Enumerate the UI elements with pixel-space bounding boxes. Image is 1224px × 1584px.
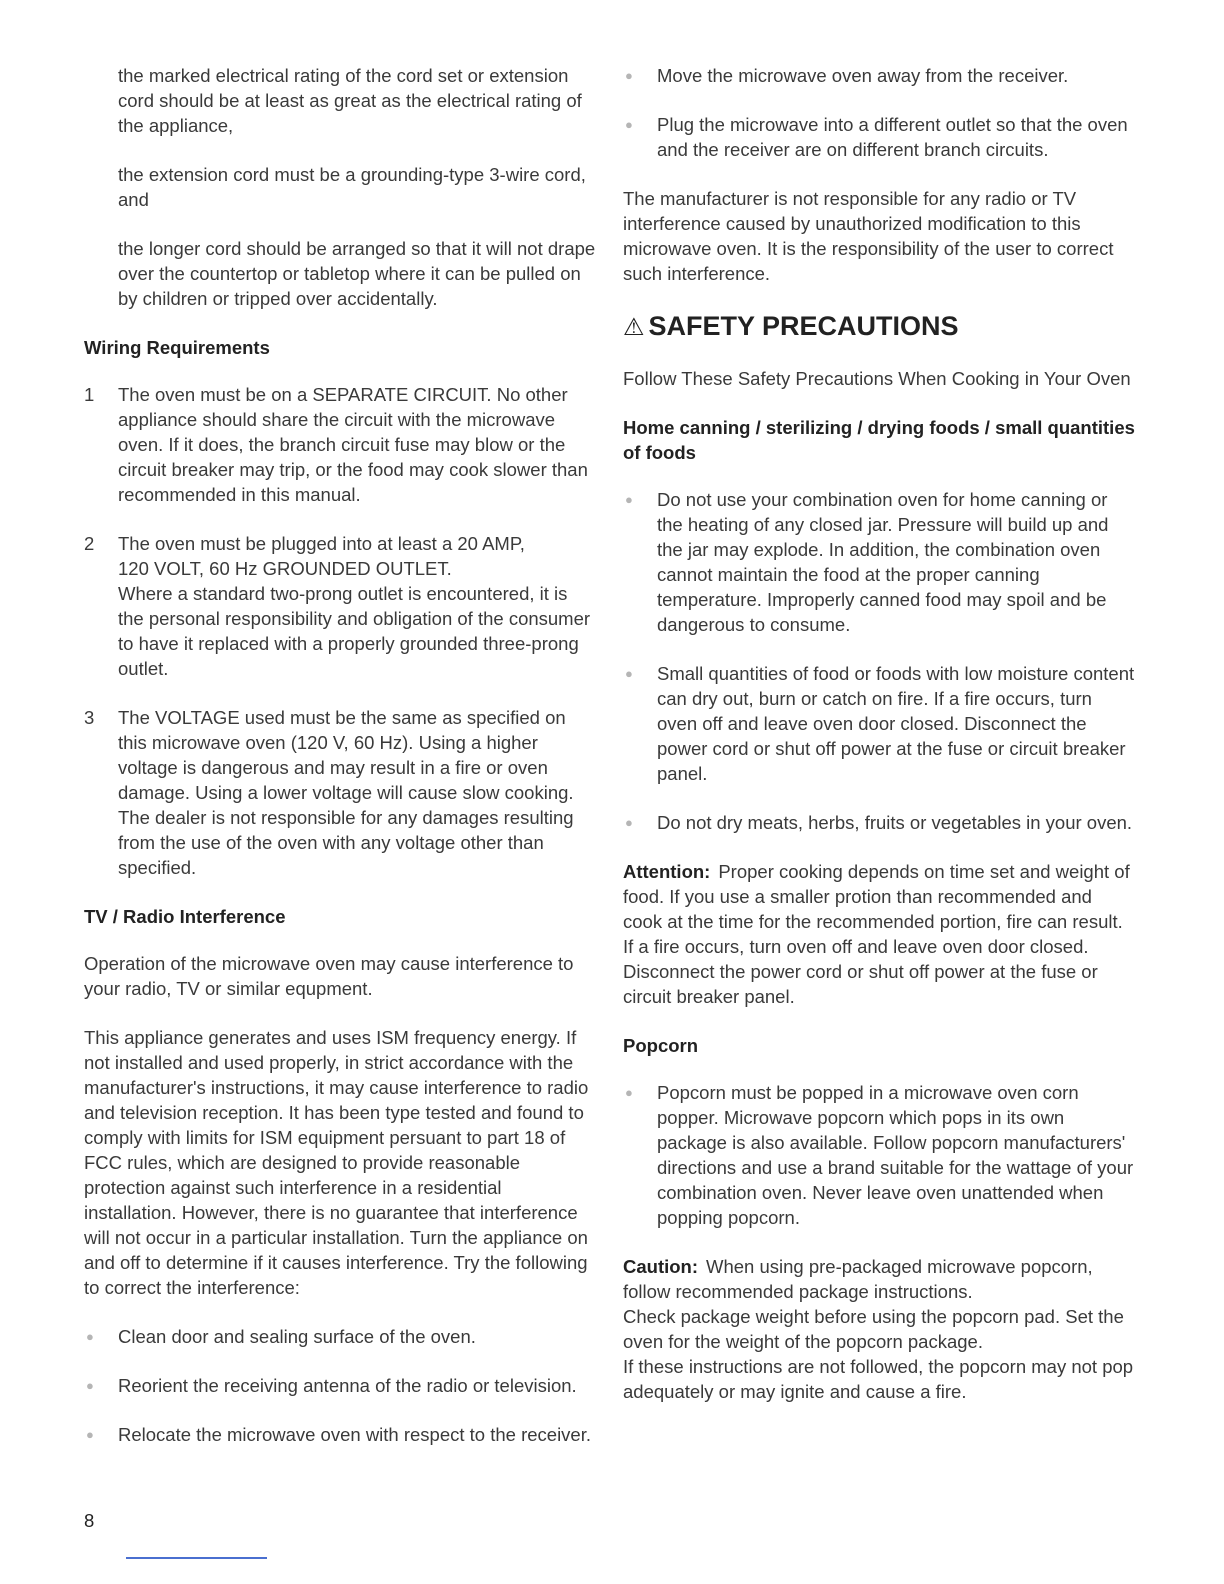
list-item — [84, 1422, 596, 1447]
list-item — [623, 112, 1135, 162]
popcorn-heading: Popcorn — [623, 1035, 699, 1056]
wiring-requirements-heading: Wiring Requirements — [84, 337, 270, 358]
caution-text: When using pre-packaged microwave popcorn, follow recommended package instructions. — [623, 1256, 1093, 1302]
list-item-text: Do not use your combination oven for home canning or the heating of any closed jar. Pressure will build up and the jar may explode. In addition, the combination oven cannot maintain the food at the proper canning temperature. Improperly canned food may spoil and be dangerous to consume. — [657, 489, 1109, 635]
item-number: 2 — [84, 533, 95, 554]
wiring-item — [84, 382, 596, 507]
list-item-text: Move the microwave oven away from the receiver. — [657, 65, 1069, 86]
list-item-text: Do not dry meats, herbs, fruits or vegetables in your oven. — [657, 812, 1133, 833]
attention-text: Proper cooking depends on time set and weight of food. If you use a smaller protion than recommended and cook at the time for the recommended portion, fire can result. If a fire occurs, turn oven off and leave oven door closed. Disconnect the power cord or shut off power at the fuse or circuit breaker panel. — [623, 861, 1130, 1007]
list-item-text: Small quantities of food or foods with low moisture content can dry out, burn or catch on fire. If a fire occurs, turn oven off and leave oven door closed. Disconnect the power cord or shut off power at the fuse or circuit breaker panel. — [657, 663, 1135, 784]
safety-title-text: SAFETY PRECAUTIONS — [648, 311, 959, 341]
warning-icon: ⚠ — [623, 314, 645, 341]
item-number: 1 — [84, 384, 95, 405]
item-text: The VOLTAGE used must be the same as specified on this microwave oven (120 V, 60 Hz). Using a higher voltage is dangerous and may result in a fire or oven damage. Using a lower voltage will cause slow cooking. The dealer is not responsible for any damages resulting from the use of the oven with any voltage other than specified. — [118, 707, 574, 878]
page-number: 8 — [84, 1510, 95, 1531]
footer-rule — [126, 1557, 267, 1559]
list-item — [623, 487, 1135, 637]
list-item — [84, 1373, 596, 1398]
caution-text: Check package weight before using the popcorn pad. Set the oven for the weight of the popcorn package. — [623, 1306, 1124, 1352]
attention-label: Attention: — [623, 861, 711, 882]
item-text-line: The oven must be plugged into at least a 20 AMP, — [118, 533, 525, 554]
bullet-icon: ● — [625, 68, 633, 83]
cord-grounding-text: the extension cord must be a grounding-type 3-wire cord, and — [118, 164, 586, 210]
home-canning-heading: Home canning / sterilizing / drying foods / small quantities of foods — [623, 417, 1135, 463]
safety-intro: Follow These Safety Precautions When Cooking in Your Oven — [623, 368, 1131, 389]
bullet-icon: ● — [625, 117, 633, 132]
list-item — [623, 1080, 1135, 1230]
cord-rating-text: the marked electrical rating of the cord set or extension cord should be at least as great as the electrical rating of the appliance, — [118, 65, 582, 136]
cord-arrangement-text: the longer cord should be arranged so that it will not drape over the countertop or tabletop where it can be pulled on by children or tripped over accidentally. — [118, 238, 596, 309]
tv-paragraph: Operation of the microwave oven may cause interference to your radio, TV or similar equpment. — [84, 953, 574, 999]
tv-paragraph: This appliance generates and uses ISM frequency energy. If not installed and used properly, in strict accordance with the manufacturer's instructions, it may cause interference to radio and television reception. It has been type tested and found to comply with limits for ISM equipment persuant to part 18 of FCC rules, which are designed to provide reasonable protection against such interference in a residential installation. However, there is no guarantee that interference will not occur in a particular installation. Turn the appliance on and off to determine if it causes interference. Try the following to correct the interference: — [84, 1027, 589, 1298]
wiring-item — [84, 531, 596, 681]
item-text: The oven must be on a SEPARATE CIRCUIT. No other appliance should share the circuit with the microwave oven. If it does, the branch circuit fuse may blow or the circuit breaker may trip, or the food may cook slower than recommended in this manual. — [118, 384, 588, 505]
bullet-icon: ● — [86, 1378, 94, 1393]
list-item-text: Relocate the microwave oven with respect to the receiver. — [118, 1424, 592, 1445]
safety-precautions-title — [623, 310, 1135, 344]
bullet-icon: ● — [625, 815, 633, 830]
bullet-icon: ● — [625, 1085, 633, 1100]
item-text-line: Where a standard two-prong outlet is encountered, it is the personal responsibility and obligation of the consumer to have it replaced with a properly grounded three-prong outlet. — [118, 583, 591, 679]
bullet-icon: ● — [625, 666, 633, 681]
caution-label: Caution: — [623, 1256, 699, 1277]
caution-note — [623, 1254, 1135, 1404]
list-item-text: Clean door and sealing surface of the oven. — [118, 1326, 476, 1347]
item-number: 3 — [84, 707, 95, 728]
left-column — [84, 63, 596, 1471]
list-item-text: Reorient the receiving antenna of the radio or television. — [118, 1375, 577, 1396]
right-column — [623, 63, 1135, 1428]
list-item — [623, 810, 1135, 835]
list-item — [84, 1324, 596, 1349]
caution-text: If these instructions are not followed, the popcorn may not pop adequately or may ignite and cause a fire. — [623, 1356, 1134, 1402]
bullet-icon: ● — [86, 1427, 94, 1442]
list-item-text: Popcorn must be popped in a microwave oven corn popper. Microwave popcorn which pops in its own package is also available. Follow popcorn manufacturers' directions and use a brand suitable for the wattage of your combination oven. Never leave oven unattended when popping popcorn. — [657, 1082, 1134, 1228]
list-item-text: Plug the microwave into a different outlet so that the oven and the receiver are on different branch circuits. — [657, 114, 1128, 160]
tv-radio-heading: TV / Radio Interference — [84, 906, 286, 927]
manufacturer-note: The manufacturer is not responsible for any radio or TV interference caused by unauthorized modification to this microwave oven. It is the responsibility of the user to correct such interference. — [623, 188, 1114, 284]
list-item — [623, 63, 1135, 88]
bullet-icon: ● — [86, 1329, 94, 1344]
attention-note — [623, 859, 1135, 1009]
item-text-line: 120 VOLT, 60 Hz GROUNDED OUTLET. — [118, 558, 452, 579]
bullet-icon: ● — [625, 492, 633, 507]
wiring-item — [84, 705, 596, 880]
list-item — [623, 661, 1135, 786]
